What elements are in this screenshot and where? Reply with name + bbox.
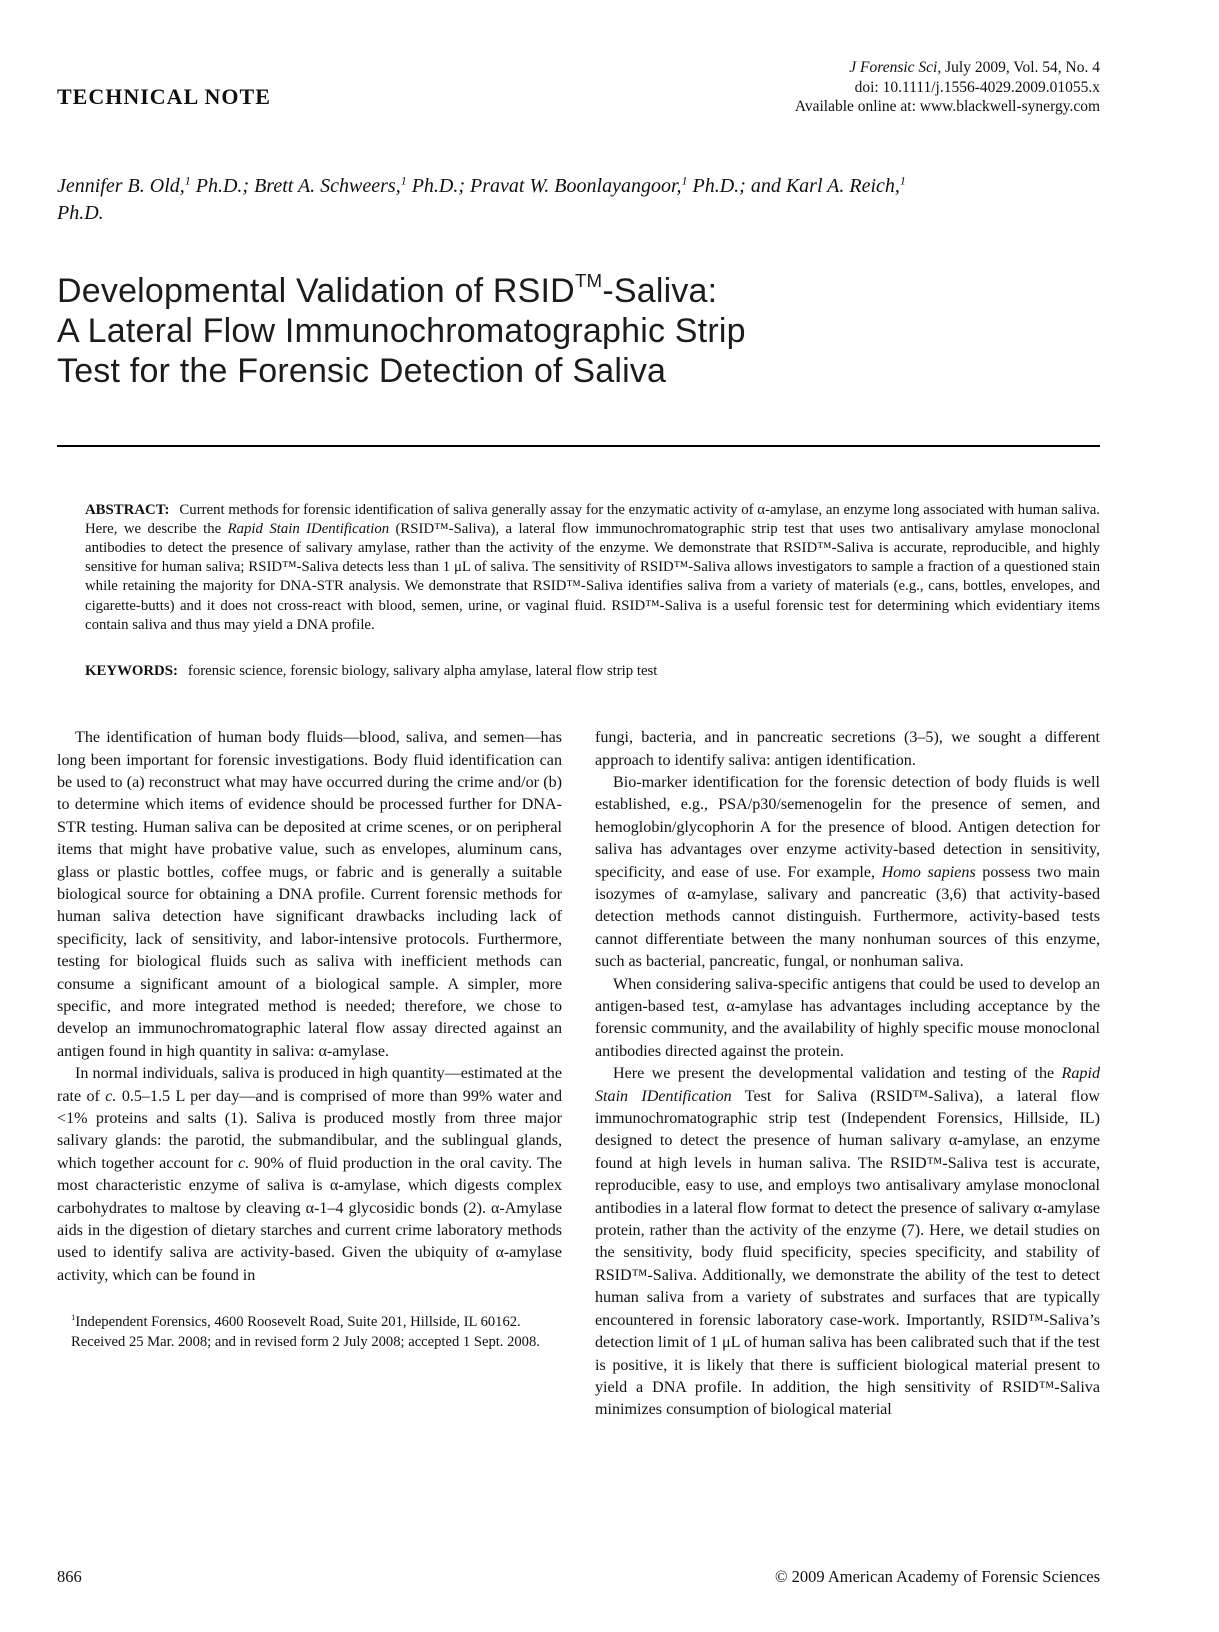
paragraph: Here we present the developmental validation and testing of the Rapid Stain IDentification Test for Saliva (RSID™-Saliva), a lateral flow immunochromatographic strip test (Independent Forensics, Hillside, IL) designed to detect the presence of human salivary α-amylase, an enzyme found at high levels in human saliva. The RSID™-Saliva test is accurate, reproducible, easy to use, and employs two antisalivary amylase monoclonal antibodies in a lateral flow format to detect the presence of salivary α-amylase protein, rather than the activity of the enzyme (7). Here, we detail studies on the sensitivity, body fluid specificity, species specificity, and stability of RSID™-Saliva. Additionally, we demonstrate the ability of the test to detect human saliva from a variety of substrates and surfaces that are typically encountered in forensic laboratory case-work. Importantly, RSID™-Saliva’s detection limit of 1 μL of human saliva has been calibrated such that if the test is positive, it is likely that there is sufficient biological material present to yield a DNA profile. In addition, the high sensitivity of RSID™-Saliva minimizes consumption of biological material [595, 1065, 1101, 1419]
title-line-1: Developmental Validation of RSID™-Saliva: [57, 270, 718, 310]
title-line-2: A Lateral Flow Immunochromatographic Strip [57, 311, 746, 350]
title-divider-rule [57, 445, 1100, 447]
article-body [57, 727, 1100, 1422]
left-column [57, 727, 562, 1422]
paragraph: The identification of human body fluids—blood, saliva, and semen—has long been important for forensic investigations. Body fluid identification can be used to (a) reconstruct what may have occurred during the crime and/or (b) to determine which items of evidence should be processed further for DNA-STR testing. Human saliva can be deposited at crime scenes, or on peripheral items that might have probative value, such as envelopes, aluminum cans, glass or plastic bottles, coffee mugs, or fabric and is generally a suitable biological source for obtaining a DNA profile. Current forensic methods for human saliva detection have significant drawbacks including lack of specificity, lack of sensitivity, and labor-intensive protocols. Furthermore, testing for biological fluids such as saliva with inefficient methods can consume a significant amount of a biological sample. A simpler, more specific, and more integrated method is needed; therefore, we chose to develop an immunochromatographic lateral flow assay directed against an antigen found in high quantity in saliva: α-amylase. [57, 729, 562, 1060]
paragraph: fungi, bacteria, and in pancreatic secretions (3–5), we sought a different approach to identify saliva: antigen identification. [595, 729, 1100, 769]
paragraph: In normal individuals, saliva is produced in high quantity—estimated at the rate of c. 0.5–1.5 L per day—and is comprised of more than 99% water and <1% proteins and salts (1). Saliva is produced mostly from three major salivary glands: the parotid, the submandibular, and the sublingual glands, which together account for c. 90% of fluid production in the oral cavity. The most characteristic enzyme of saliva is α-amylase, which digests complex carbohydrates to maltose by cleaving α-1–4 glycosidic bonds (2). α-Amylase aids in the digestion of dietary starches and current crime laboratory methods used to identify saliva are activity-based. Given the ubiquity of α-amylase activity, which can be found in [57, 1065, 562, 1284]
title-line-3: Test for the Forensic Detection of Saliva [57, 351, 667, 390]
page-footer [57, 1537, 1100, 1587]
abstract-label: ABSTRACT: [85, 501, 170, 518]
keywords-text: forensic science, forensic biology, salivary alpha amylase, lateral flow strip test [187, 662, 658, 679]
journal-info [795, 58, 1100, 117]
copyright: © 2009 American Academy of Forensic Sciences [774, 1567, 1100, 1586]
abstract-section [85, 501, 1100, 682]
footnote-block [57, 1313, 562, 1352]
journal-availability: Available online at: www.blackwell-synergy.com [794, 98, 1100, 115]
paragraph: Bio-marker identification for the forensic detection of body fluids is well established, e.g., PSA/p30/semenogelin for the presence of semen, and hemoglobin/glycophorin A for the presence of blood. Antigen detection for saliva has advantages over enzyme activity-based detection in sensitivity, specificity, and ease of use. For example, Homo sapiens possess two main isozymes of α-amylase, salivary and pancreatic (3,6) that activity-based detection methods cannot distinguish. Furthermore, activity-based tests cannot differentiate between the many nonhuman sources of this enzyme, such as bacterial, pancreatic, fungal, or nonhuman saliva. [595, 773, 1100, 971]
page-header [57, 58, 1100, 117]
authors-line: Jennifer B. Old,$^1$ Ph.D.; Brett A. Schweers,$^1$ Ph.D.; Pravat W. Boonlayangoor,$^1$ Ph.D.; and Karl A. Reich,$^1$ Ph.D. [57, 172, 906, 224]
journal-doi: doi: 10.1111/j.1556-4029.2009.01055.x [854, 78, 1100, 96]
keywords-label: KEYWORDS: [85, 662, 178, 679]
paragraph: When considering saliva-specific antigens that could be used to develop an antigen-based test, α-amylase has advantages including acceptance by the forensic community, and the availability of highly specific mouse monoclonal antibodies directed against the protein. [595, 975, 1100, 1060]
article-title [57, 271, 1100, 391]
page-number: 866 [57, 1567, 82, 1586]
keywords-line [85, 662, 1100, 681]
section-label: TECHNICAL NOTE [57, 84, 271, 109]
footnote-dates: Received 25 Mar. 2008; and in revised form 2 July 2008; accepted 1 Sept. 2008. [71, 1333, 540, 1350]
footnote-affiliation: $^1$Independent Forensics, 4600 Roosevelt Road, Suite 201, Hillside, IL 60162. [71, 1312, 521, 1331]
right-column [595, 727, 1100, 1422]
journal-citation: J Forensic Sci, July 2009, Vol. 54, No. 4 [849, 59, 1100, 76]
abstract-paragraph [85, 501, 1100, 635]
abstract-text: Current methods for forensic identification of saliva generally assay for the enzymatic activity of α-amylase, an enzyme long associated with human saliva. Here, we describe the Rapid Stain IDentification (RSID™-Saliva), a lateral flow immunochromatographic strip test that uses two antisalivary amylase monoclonal antibodies to detect the presence of salivary amylase, rather than the activity of the enzyme. We demonstrate that RSID™-Saliva is accurate, reproducible, and highly sensitive for human saliva; RSID™-Saliva detects less than 1 μL of saliva. The sensitivity of RSID™-Saliva allows investigators to sample a fraction of a questioned stain while retaining the majority for DNA-STR analysis. We demonstrate that RSID™-Saliva identifies saliva from a variety of materials (e.g., cans, bottles, envelopes, and cigarette-butts) and it does not cross-react with blood, semen, urine, or vaginal fluid. RSID™-Saliva is a useful forensic test for determining which evidentiary items contain saliva and thus may yield a DNA profile. [85, 501, 1101, 633]
